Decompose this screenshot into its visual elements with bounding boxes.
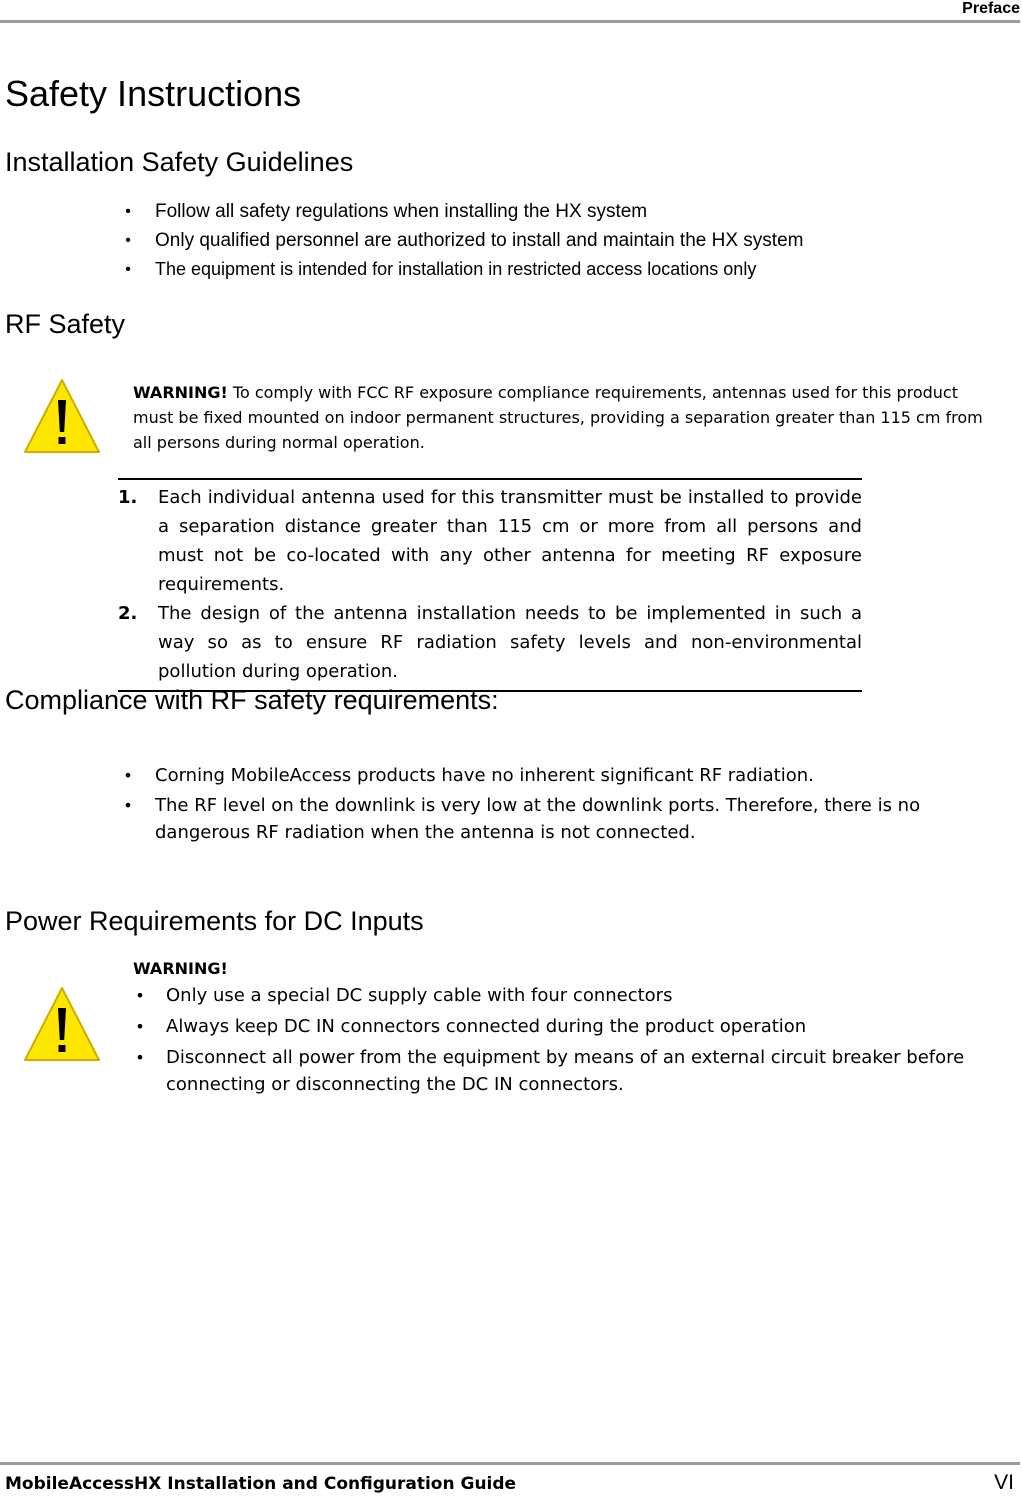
bullet-icon: • bbox=[135, 1048, 145, 1067]
warning-label: WARNING! bbox=[133, 383, 228, 402]
warning-triangle-icon bbox=[22, 984, 102, 1064]
list-item: 2. The design of the antenna installation needs to be implemented in such a way so as to ensure RF radiation safety levels and non-environmental pollution during operation. bbox=[118, 599, 862, 686]
page-title: Safety Instructions bbox=[5, 73, 302, 114]
list-item: • Follow all safety regulations when installing the HX system bbox=[118, 197, 998, 226]
page-number: VI bbox=[994, 1471, 1014, 1494]
footer-rule bbox=[0, 1462, 1020, 1465]
list-item: • Always keep DC IN connectors connected during the product operation bbox=[130, 1013, 1002, 1040]
footer-document-title: MobileAccessHX Installation and Configuration Guide bbox=[5, 1474, 517, 1494]
bullet-icon: • bbox=[125, 203, 131, 220]
bullet-icon: • bbox=[123, 796, 133, 815]
item-number: 1. bbox=[118, 487, 138, 508]
list-item: • The RF level on the downlink is very low at the downlink ports. Therefore, there is no dangerous RF radiation when the antenna is not connected. bbox=[118, 792, 998, 846]
list-item: • Corning MobileAccess products have no inherent significant RF radiation. bbox=[118, 762, 998, 789]
bullet-icon: • bbox=[135, 986, 145, 1005]
rf-safety-numbered-list bbox=[118, 478, 862, 692]
header-rule bbox=[0, 20, 1020, 23]
installation-bullet-list bbox=[118, 197, 998, 284]
compliance-bullet-list bbox=[118, 762, 998, 846]
power-heading: Power Requirements for DC Inputs bbox=[5, 906, 424, 936]
list-item: • The equipment is intended for installation in restricted access locations only bbox=[118, 255, 998, 284]
power-warning-label: WARNING! bbox=[133, 959, 228, 978]
rf-warning-text: WARNING! To comply with FCC RF exposure compliance requirements, antennas used for this product must be fixed mounted on indoor permanent structures, providing a separation greater than 115 cm from all persons during normal operation. bbox=[133, 383, 983, 452]
bullet-icon: • bbox=[123, 766, 133, 785]
list-item: • Disconnect all power from the equipment by means of an external circuit breaker before connecting or disconnecting the DC IN connectors. bbox=[130, 1044, 1002, 1098]
rf-safety-heading: RF Safety bbox=[5, 309, 126, 339]
power-bullet-list bbox=[130, 982, 1002, 1098]
item-number: 2. bbox=[118, 603, 138, 624]
bullet-icon: • bbox=[135, 1017, 145, 1036]
compliance-heading: Compliance with RF safety requirements: bbox=[5, 685, 499, 715]
installation-heading: Installation Safety Guidelines bbox=[5, 147, 354, 177]
list-item: • Only qualified personnel are authorized to install and maintain the HX system bbox=[118, 226, 998, 255]
warning-triangle-icon bbox=[22, 376, 102, 456]
bullet-icon: • bbox=[125, 232, 131, 249]
list-item: • Only use a special DC supply cable with four connectors bbox=[130, 982, 1002, 1009]
running-header: Preface bbox=[962, 0, 1020, 17]
list-item: 1. Each individual antenna used for this transmitter must be installed to provide a separation distance greater than 115 cm or more from all persons and must not be co-located with any other antenna for meeting RF exposure requirements. bbox=[118, 483, 862, 599]
bullet-icon: • bbox=[125, 261, 131, 278]
